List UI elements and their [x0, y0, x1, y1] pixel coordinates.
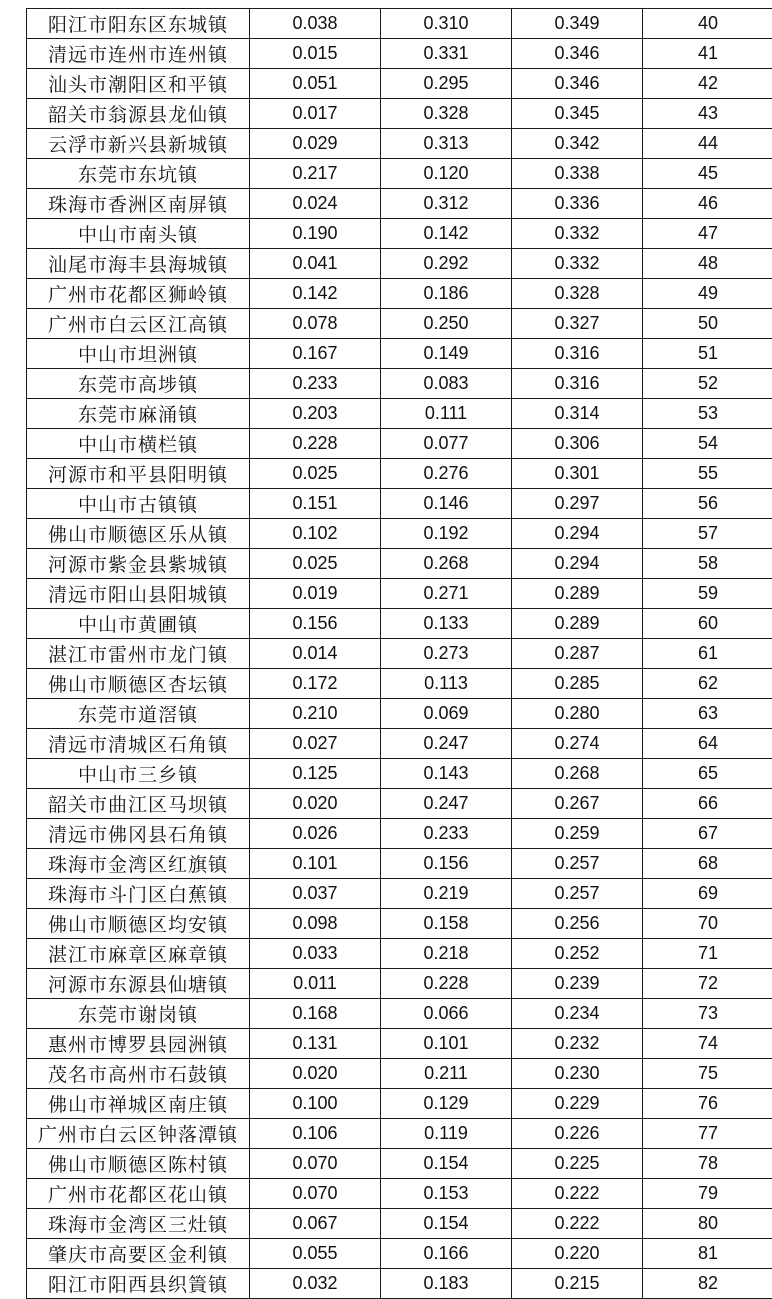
rank-cell: 54	[643, 429, 772, 459]
table-row	[27, 1089, 772, 1119]
town-name-cell: 清远市佛冈县石角镇	[27, 819, 250, 849]
value-a-cell: 0.203	[250, 399, 381, 429]
rank-cell: 65	[643, 759, 772, 789]
table-row	[27, 729, 772, 759]
town-name-cell: 广州市花都区花山镇	[27, 1179, 250, 1209]
value-a-cell: 0.100	[250, 1089, 381, 1119]
total-score-cell: 0.267	[512, 789, 643, 819]
town-name-cell: 东莞市麻涌镇	[27, 399, 250, 429]
table-row	[27, 369, 772, 399]
value-a-cell: 0.037	[250, 879, 381, 909]
table-row	[27, 699, 772, 729]
rank-cell: 43	[643, 99, 772, 129]
table-row	[27, 519, 772, 549]
total-score-cell: 0.220	[512, 1239, 643, 1269]
value-a-cell: 0.142	[250, 279, 381, 309]
table-row	[27, 1059, 772, 1089]
table-body	[27, 9, 772, 1299]
value-a-cell: 0.024	[250, 189, 381, 219]
total-score-cell: 0.346	[512, 69, 643, 99]
town-name-cell: 汕尾市海丰县海城镇	[27, 249, 250, 279]
value-a-cell: 0.025	[250, 459, 381, 489]
town-name-cell: 佛山市顺德区陈村镇	[27, 1149, 250, 1179]
total-score-cell: 0.301	[512, 459, 643, 489]
total-score-cell: 0.327	[512, 309, 643, 339]
total-score-cell: 0.338	[512, 159, 643, 189]
table-row	[27, 159, 772, 189]
value-a-cell: 0.125	[250, 759, 381, 789]
value-a-cell: 0.151	[250, 489, 381, 519]
rank-cell: 74	[643, 1029, 772, 1059]
rank-cell: 70	[643, 909, 772, 939]
rank-cell: 47	[643, 219, 772, 249]
value-b-cell: 0.292	[381, 249, 512, 279]
total-score-cell: 0.297	[512, 489, 643, 519]
value-b-cell: 0.218	[381, 939, 512, 969]
value-b-cell: 0.083	[381, 369, 512, 399]
table-row	[27, 489, 772, 519]
rank-cell: 64	[643, 729, 772, 759]
rank-cell: 77	[643, 1119, 772, 1149]
value-b-cell: 0.101	[381, 1029, 512, 1059]
rank-cell: 56	[643, 489, 772, 519]
table-row	[27, 1029, 772, 1059]
town-name-cell: 阳江市阳东区东城镇	[27, 9, 250, 39]
town-ranking-table	[26, 8, 772, 1299]
table-row	[27, 309, 772, 339]
town-name-cell: 广州市花都区狮岭镇	[27, 279, 250, 309]
total-score-cell: 0.342	[512, 129, 643, 159]
town-name-cell: 东莞市东坑镇	[27, 159, 250, 189]
value-a-cell: 0.067	[250, 1209, 381, 1239]
rank-cell: 53	[643, 399, 772, 429]
total-score-cell: 0.294	[512, 519, 643, 549]
rank-cell: 59	[643, 579, 772, 609]
value-b-cell: 0.310	[381, 9, 512, 39]
value-b-cell: 0.142	[381, 219, 512, 249]
value-a-cell: 0.102	[250, 519, 381, 549]
value-b-cell: 0.328	[381, 99, 512, 129]
table-row	[27, 549, 772, 579]
rank-cell: 42	[643, 69, 772, 99]
table-row	[27, 759, 772, 789]
total-score-cell: 0.336	[512, 189, 643, 219]
town-name-cell: 佛山市禅城区南庄镇	[27, 1089, 250, 1119]
value-a-cell: 0.070	[250, 1149, 381, 1179]
value-b-cell: 0.219	[381, 879, 512, 909]
town-name-cell: 佛山市顺德区均安镇	[27, 909, 250, 939]
value-b-cell: 0.211	[381, 1059, 512, 1089]
value-b-cell: 0.276	[381, 459, 512, 489]
value-a-cell: 0.055	[250, 1239, 381, 1269]
value-b-cell: 0.146	[381, 489, 512, 519]
value-a-cell: 0.014	[250, 639, 381, 669]
table-row	[27, 459, 772, 489]
total-score-cell: 0.280	[512, 699, 643, 729]
rank-cell: 52	[643, 369, 772, 399]
rank-cell: 40	[643, 9, 772, 39]
table-row	[27, 1209, 772, 1239]
rank-cell: 61	[643, 639, 772, 669]
value-b-cell: 0.149	[381, 339, 512, 369]
town-name-cell: 肇庆市高要区金利镇	[27, 1239, 250, 1269]
table-row	[27, 189, 772, 219]
table-row	[27, 219, 772, 249]
total-score-cell: 0.345	[512, 99, 643, 129]
value-a-cell: 0.167	[250, 339, 381, 369]
total-score-cell: 0.215	[512, 1269, 643, 1299]
total-score-cell: 0.222	[512, 1179, 643, 1209]
value-a-cell: 0.233	[250, 369, 381, 399]
total-score-cell: 0.226	[512, 1119, 643, 1149]
table-row	[27, 819, 772, 849]
rank-cell: 78	[643, 1149, 772, 1179]
table-row	[27, 579, 772, 609]
table-row	[27, 129, 772, 159]
total-score-cell: 0.287	[512, 639, 643, 669]
value-a-cell: 0.020	[250, 1059, 381, 1089]
value-a-cell: 0.019	[250, 579, 381, 609]
total-score-cell: 0.314	[512, 399, 643, 429]
value-b-cell: 0.156	[381, 849, 512, 879]
table-row	[27, 429, 772, 459]
town-name-cell: 中山市坦洲镇	[27, 339, 250, 369]
table-row	[27, 399, 772, 429]
town-name-cell: 广州市白云区钟落潭镇	[27, 1119, 250, 1149]
value-a-cell: 0.168	[250, 999, 381, 1029]
value-a-cell: 0.026	[250, 819, 381, 849]
rank-cell: 69	[643, 879, 772, 909]
value-a-cell: 0.029	[250, 129, 381, 159]
town-name-cell: 中山市古镇镇	[27, 489, 250, 519]
table-row	[27, 339, 772, 369]
value-a-cell: 0.106	[250, 1119, 381, 1149]
table-row	[27, 879, 772, 909]
table-row	[27, 1179, 772, 1209]
total-score-cell: 0.259	[512, 819, 643, 849]
value-b-cell: 0.313	[381, 129, 512, 159]
value-b-cell: 0.228	[381, 969, 512, 999]
value-b-cell: 0.192	[381, 519, 512, 549]
town-name-cell: 韶关市翁源县龙仙镇	[27, 99, 250, 129]
value-b-cell: 0.129	[381, 1089, 512, 1119]
rank-cell: 62	[643, 669, 772, 699]
value-b-cell: 0.120	[381, 159, 512, 189]
total-score-cell: 0.332	[512, 219, 643, 249]
town-name-cell: 东莞市谢岗镇	[27, 999, 250, 1029]
total-score-cell: 0.257	[512, 879, 643, 909]
table-row	[27, 939, 772, 969]
table-row	[27, 69, 772, 99]
total-score-cell: 0.289	[512, 579, 643, 609]
rank-cell: 82	[643, 1269, 772, 1299]
value-b-cell: 0.233	[381, 819, 512, 849]
table-row	[27, 1119, 772, 1149]
town-name-cell: 汕头市潮阳区和平镇	[27, 69, 250, 99]
value-b-cell: 0.331	[381, 39, 512, 69]
total-score-cell: 0.234	[512, 999, 643, 1029]
value-a-cell: 0.217	[250, 159, 381, 189]
value-a-cell: 0.027	[250, 729, 381, 759]
value-b-cell: 0.271	[381, 579, 512, 609]
town-name-cell: 广州市白云区江高镇	[27, 309, 250, 339]
value-a-cell: 0.098	[250, 909, 381, 939]
rank-cell: 49	[643, 279, 772, 309]
value-b-cell: 0.158	[381, 909, 512, 939]
value-a-cell: 0.011	[250, 969, 381, 999]
rank-cell: 46	[643, 189, 772, 219]
total-score-cell: 0.256	[512, 909, 643, 939]
table-row	[27, 999, 772, 1029]
town-name-cell: 湛江市雷州市龙门镇	[27, 639, 250, 669]
town-name-cell: 韶关市曲江区马坝镇	[27, 789, 250, 819]
total-score-cell: 0.294	[512, 549, 643, 579]
total-score-cell: 0.257	[512, 849, 643, 879]
value-a-cell: 0.228	[250, 429, 381, 459]
value-b-cell: 0.111	[381, 399, 512, 429]
table-row	[27, 249, 772, 279]
total-score-cell: 0.349	[512, 9, 643, 39]
value-a-cell: 0.101	[250, 849, 381, 879]
value-b-cell: 0.312	[381, 189, 512, 219]
town-name-cell: 湛江市麻章区麻章镇	[27, 939, 250, 969]
value-a-cell: 0.156	[250, 609, 381, 639]
town-name-cell: 珠海市金湾区红旗镇	[27, 849, 250, 879]
town-name-cell: 清远市阳山县阳城镇	[27, 579, 250, 609]
rank-cell: 73	[643, 999, 772, 1029]
total-score-cell: 0.316	[512, 369, 643, 399]
total-score-cell: 0.306	[512, 429, 643, 459]
rank-cell: 76	[643, 1089, 772, 1119]
rank-cell: 80	[643, 1209, 772, 1239]
value-a-cell: 0.190	[250, 219, 381, 249]
value-a-cell: 0.078	[250, 309, 381, 339]
town-name-cell: 珠海市斗门区白蕉镇	[27, 879, 250, 909]
table-row	[27, 909, 772, 939]
total-score-cell: 0.328	[512, 279, 643, 309]
town-name-cell: 河源市和平县阳明镇	[27, 459, 250, 489]
total-score-cell: 0.225	[512, 1149, 643, 1179]
rank-cell: 63	[643, 699, 772, 729]
value-b-cell: 0.119	[381, 1119, 512, 1149]
value-b-cell: 0.247	[381, 729, 512, 759]
town-name-cell: 惠州市博罗县园洲镇	[27, 1029, 250, 1059]
town-name-cell: 河源市紫金县紫城镇	[27, 549, 250, 579]
town-name-cell: 中山市南头镇	[27, 219, 250, 249]
value-a-cell: 0.038	[250, 9, 381, 39]
table-row	[27, 39, 772, 69]
table-row	[27, 849, 772, 879]
table-row	[27, 1269, 772, 1299]
value-b-cell: 0.250	[381, 309, 512, 339]
rank-cell: 75	[643, 1059, 772, 1089]
value-a-cell: 0.025	[250, 549, 381, 579]
table-row	[27, 609, 772, 639]
value-b-cell: 0.166	[381, 1239, 512, 1269]
total-score-cell: 0.252	[512, 939, 643, 969]
town-name-cell: 清远市清城区石角镇	[27, 729, 250, 759]
table-row	[27, 789, 772, 819]
value-a-cell: 0.070	[250, 1179, 381, 1209]
value-b-cell: 0.153	[381, 1179, 512, 1209]
value-a-cell: 0.172	[250, 669, 381, 699]
total-score-cell: 0.274	[512, 729, 643, 759]
town-name-cell: 清远市连州市连州镇	[27, 39, 250, 69]
value-b-cell: 0.183	[381, 1269, 512, 1299]
total-score-cell: 0.268	[512, 759, 643, 789]
rank-cell: 48	[643, 249, 772, 279]
table-row	[27, 1149, 772, 1179]
rank-cell: 60	[643, 609, 772, 639]
table-row	[27, 99, 772, 129]
total-score-cell: 0.229	[512, 1089, 643, 1119]
town-name-cell: 中山市横栏镇	[27, 429, 250, 459]
total-score-cell: 0.289	[512, 609, 643, 639]
value-a-cell: 0.041	[250, 249, 381, 279]
town-name-cell: 佛山市顺德区乐从镇	[27, 519, 250, 549]
value-b-cell: 0.069	[381, 699, 512, 729]
rank-cell: 44	[643, 129, 772, 159]
town-name-cell: 中山市黄圃镇	[27, 609, 250, 639]
total-score-cell: 0.232	[512, 1029, 643, 1059]
value-b-cell: 0.154	[381, 1209, 512, 1239]
value-b-cell: 0.247	[381, 789, 512, 819]
total-score-cell: 0.239	[512, 969, 643, 999]
table-row	[27, 1239, 772, 1269]
table-row	[27, 9, 772, 39]
value-a-cell: 0.032	[250, 1269, 381, 1299]
value-b-cell: 0.273	[381, 639, 512, 669]
value-a-cell: 0.051	[250, 69, 381, 99]
value-a-cell: 0.015	[250, 39, 381, 69]
value-b-cell: 0.113	[381, 669, 512, 699]
table-row	[27, 639, 772, 669]
rank-cell: 71	[643, 939, 772, 969]
value-a-cell: 0.210	[250, 699, 381, 729]
town-name-cell: 云浮市新兴县新城镇	[27, 129, 250, 159]
rank-cell: 57	[643, 519, 772, 549]
value-b-cell: 0.066	[381, 999, 512, 1029]
town-name-cell: 中山市三乡镇	[27, 759, 250, 789]
rank-cell: 50	[643, 309, 772, 339]
total-score-cell: 0.316	[512, 339, 643, 369]
total-score-cell: 0.222	[512, 1209, 643, 1239]
value-b-cell: 0.133	[381, 609, 512, 639]
rank-cell: 67	[643, 819, 772, 849]
value-b-cell: 0.143	[381, 759, 512, 789]
value-a-cell: 0.131	[250, 1029, 381, 1059]
rank-cell: 41	[643, 39, 772, 69]
table-row	[27, 279, 772, 309]
value-a-cell: 0.020	[250, 789, 381, 819]
total-score-cell: 0.332	[512, 249, 643, 279]
rank-cell: 55	[643, 459, 772, 489]
rank-cell: 79	[643, 1179, 772, 1209]
table-row	[27, 669, 772, 699]
town-name-cell: 东莞市高埗镇	[27, 369, 250, 399]
town-name-cell: 珠海市香洲区南屏镇	[27, 189, 250, 219]
town-name-cell: 河源市东源县仙塘镇	[27, 969, 250, 999]
table-row	[27, 969, 772, 999]
town-name-cell: 东莞市道滘镇	[27, 699, 250, 729]
rank-cell: 51	[643, 339, 772, 369]
town-name-cell: 佛山市顺德区杏坛镇	[27, 669, 250, 699]
value-a-cell: 0.033	[250, 939, 381, 969]
value-b-cell: 0.186	[381, 279, 512, 309]
total-score-cell: 0.230	[512, 1059, 643, 1089]
total-score-cell: 0.285	[512, 669, 643, 699]
town-name-cell: 珠海市金湾区三灶镇	[27, 1209, 250, 1239]
value-b-cell: 0.295	[381, 69, 512, 99]
town-name-cell: 阳江市阳西县织篢镇	[27, 1269, 250, 1299]
rank-cell: 45	[643, 159, 772, 189]
value-b-cell: 0.268	[381, 549, 512, 579]
rank-cell: 66	[643, 789, 772, 819]
rank-cell: 72	[643, 969, 772, 999]
town-name-cell: 茂名市高州市石鼓镇	[27, 1059, 250, 1089]
value-a-cell: 0.017	[250, 99, 381, 129]
value-b-cell: 0.154	[381, 1149, 512, 1179]
rank-cell: 81	[643, 1239, 772, 1269]
rank-cell: 58	[643, 549, 772, 579]
rank-cell: 68	[643, 849, 772, 879]
total-score-cell: 0.346	[512, 39, 643, 69]
value-b-cell: 0.077	[381, 429, 512, 459]
